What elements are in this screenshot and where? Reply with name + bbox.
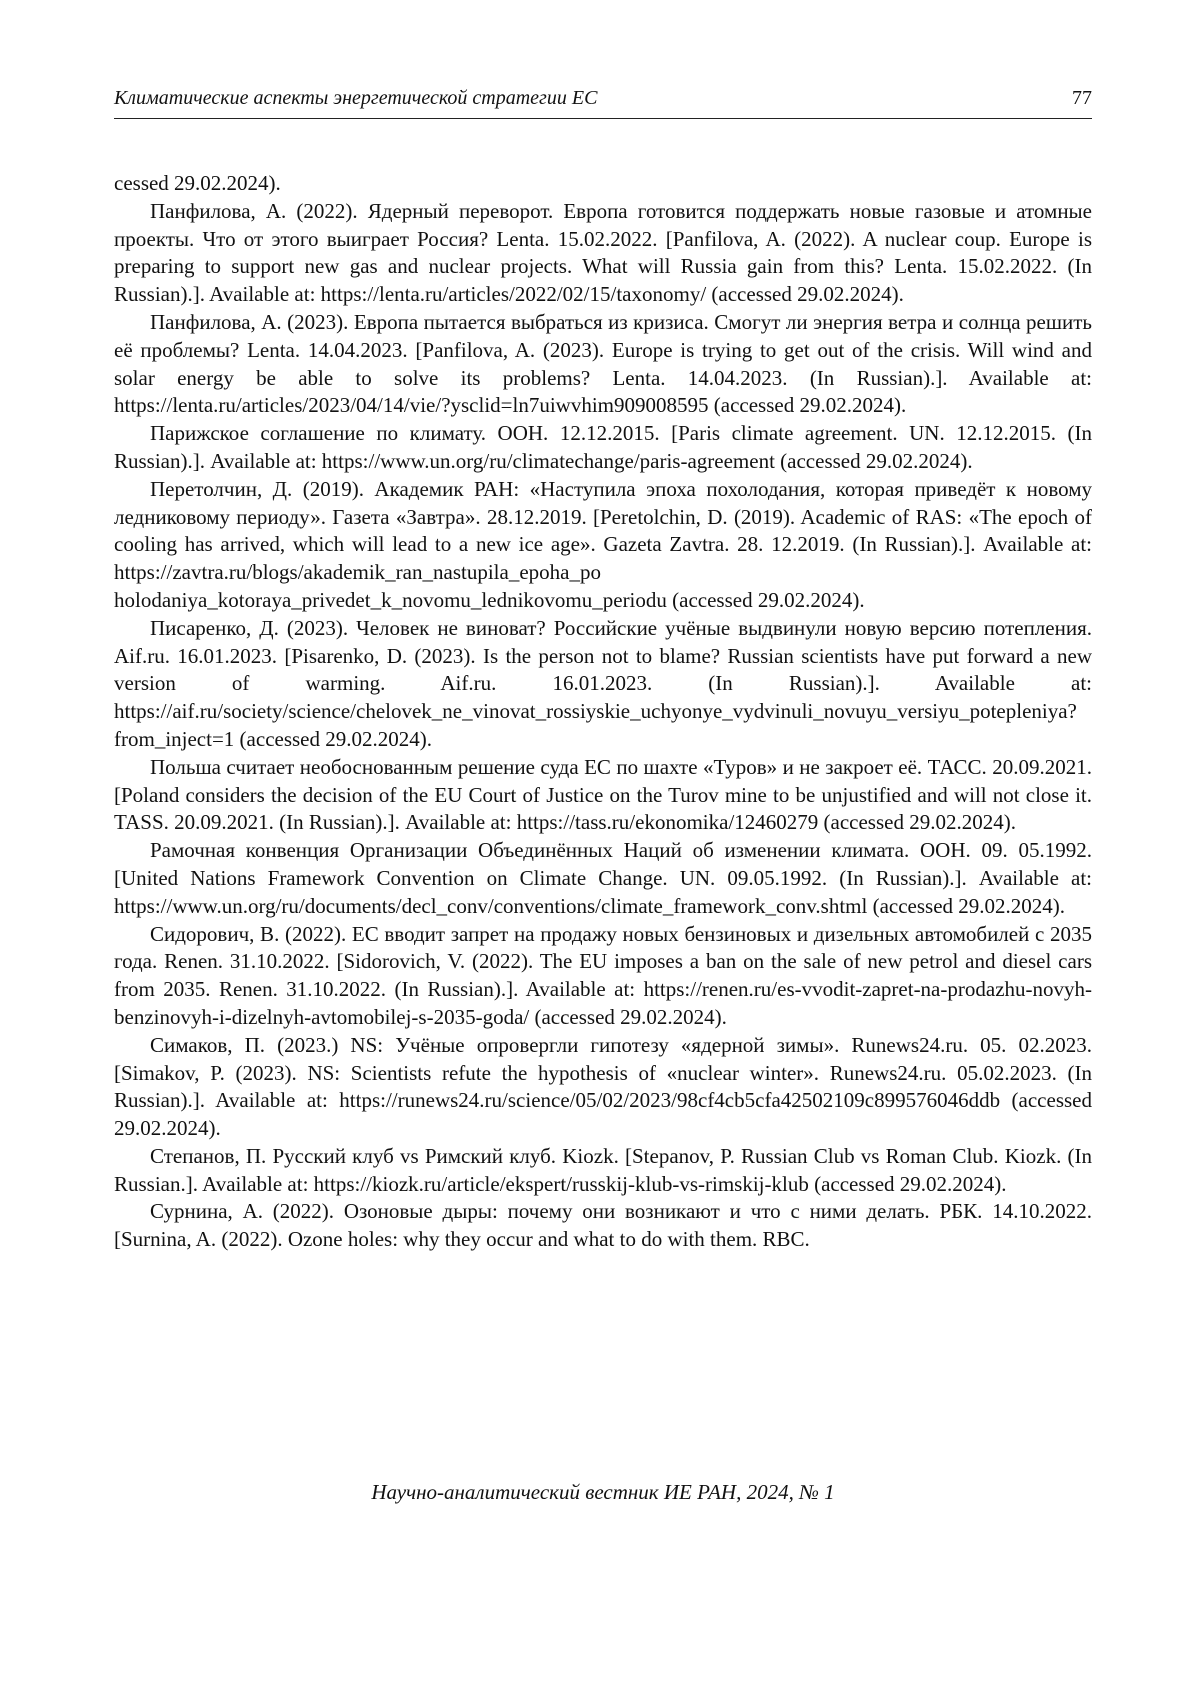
references-list [114, 170, 1092, 1254]
reference-item: Писаренко, Д. (2023). Человек не виноват? Российские учёные выдвинули новую версию потепления. Aif.ru. 16.01.2023. [Pisarenko, D. (2023). Is the person not to blame? Russian scientists have put forward a new version of warming. Aif.ru. 16.01.2023. (In Russian).]. Available at: https://aif.ru/society/science/chelovek_ne_vinovat_rossiyskie_uchyonye_vydvinuli_novuyu_versiy​u_potepleniya?from_inject=1 (accessed 29.02.2024). [114, 615, 1092, 751]
reference-item: Сидорович, В. (2022). ЕС вводит запрет на продажу новых бензиновых и дизельных автомобилей с 2035 года. Renen. 31.10.2022. [Sidorovich, V. (2022). The EU imposes a ban on the sale of new petrol and diesel cars from 2035. Renen. 31.10.2022. (In Russian).]. Available at: https://renen.ru/es-vvodit-zapret-na-prodazhu-novyh-benzinovyh-i-dizelnyh-avtomobilej-s-2035-​goda/ (accessed 29.02.2024). [114, 921, 1092, 1029]
reference-item: Симаков, П. (2023.) NS: Учёные опровергли гипотезу «ядерной зимы». Runews24.ru. 05. 02.2023. [Simakov, P. (2023). NS: Scientists refute the hypothesis of «nuclear winter». Runews24.ru. 05.02.2023. (In Russian).]. Available at: https://runews24.ru/science/05/02/2023/​98cf4cb5cfa42502109c899576046ddb (accessed 29.02.2024). [114, 1032, 1092, 1141]
reference-item: Панфилова, А. (2023). Европа пытается выбраться из кризиса. Смогут ли энергия ветра и солнца решить её проблемы? Lenta. 14.04.2023. [Panfilova, A. (2023). Europe is trying to get out of the crisis. Will wind and solar energy be able to solve its problems? Lenta. 14.04.2023. (In Russian).]. Available at: https://lenta.ru/articles/2023/04/14/vie/?ysclid=ln7uiwvhim909008595 (accessed 29.02.2024). [114, 309, 1092, 418]
journal-footer: Научно-аналитический вестник ИЕ РАН, 2024, № 1 [371, 1480, 835, 1504]
reference-item: Польша считает необоснованным решение суда ЕС по шахте «Туров» и не закроет её. ТАСС. 20.09.2021. [Poland considers the decision of the EU Court of Justice on the Turov mine to be unjustified and will not close it. TASS. 20.09.2021. (In Russian).]. Available at: https://tass.ru/ekonomika/12460279 (accessed 29.02.2024). [114, 754, 1092, 835]
reference-item: Парижское соглашение по климату. ООН. 12.12.2015. [Paris climate agreement. UN. 12.12.2015. (In Russian).]. Available at: https://www.un.org/ru/climatechange/paris-agreement (accessed 29.02.2024). [114, 421, 1092, 473]
reference-item: Степанов, П. Русский клуб vs Римский клуб. Kiozk. [Stepanov, P. Russian Club vs Roman Club. Kiozk. (In Russian.]. Available at: https://kiozk.ru/article/ekspert/russkij-klub-vs-rimskij-klub (accessed 29.02.2024). [114, 1143, 1092, 1196]
reference-item: Рамочная конвенция Организации Объединённых Наций об изменении климата. ООН. 09. 05.1992. [United Nations Framework Convention on Climate Change. UN. 09.05.1992. (In Russian).]. Available at: https://www.un.org/ru/documents/decl_conv/conventions/climate_framework_​conv.shtml (accessed 29.02.2024). [114, 838, 1092, 918]
reference-item: Сурнина, А. (2022). Озоновые дыры: почему они возникают и что с ними делать. РБК. 14.10.2022. [Surnina, A. (2022). Ozone holes: why they occur and what to do with them. RBC. [114, 1199, 1092, 1252]
page-number: 77 [1072, 87, 1092, 109]
reference-item: Перетолчин, Д. (2019). Академик РАН: «Наступила эпоха похолодания, которая приведёт к новому ледниковому периоду». Газета «Завтра». 28.12.2019. [Peretolchin, D. (2019). Academic of RAS: «The epoch of cooling has arrived, which will lead to a new ice age». Gazeta Zavtra. 28. 12.2019. (In Russian).]. Available at: https://zavtra.ru/blogs/akademik_ran_nastupila_epoha_po​holodaniya_kotoraya_privedet_k_novomu_lednikovomu_periodu (accessed 29.02.2024). [114, 476, 1092, 612]
running-header-title: Климатические аспекты энергетической стратегии ЕС [114, 87, 598, 109]
running-header [114, 84, 1092, 119]
reference-continuation: cessed 29.02.2024). [114, 171, 281, 195]
reference-item: Панфилова, А. (2022). Ядерный переворот. Европа готовится поддержать новые газовые и атомные проекты. Что от этого выиграет Россия? Lenta. 15.02.2022. [Panfilova, A. (2022). A nuclear coup. Europe is preparing to support new gas and nuclear projects. What will Russia gain from this? Lenta. 15.02.2022. (In Russian).]. Available at: https://lenta.ru/articles/2022/02/15/taxonomy/ (accessed 29.02.2024). [114, 198, 1092, 307]
